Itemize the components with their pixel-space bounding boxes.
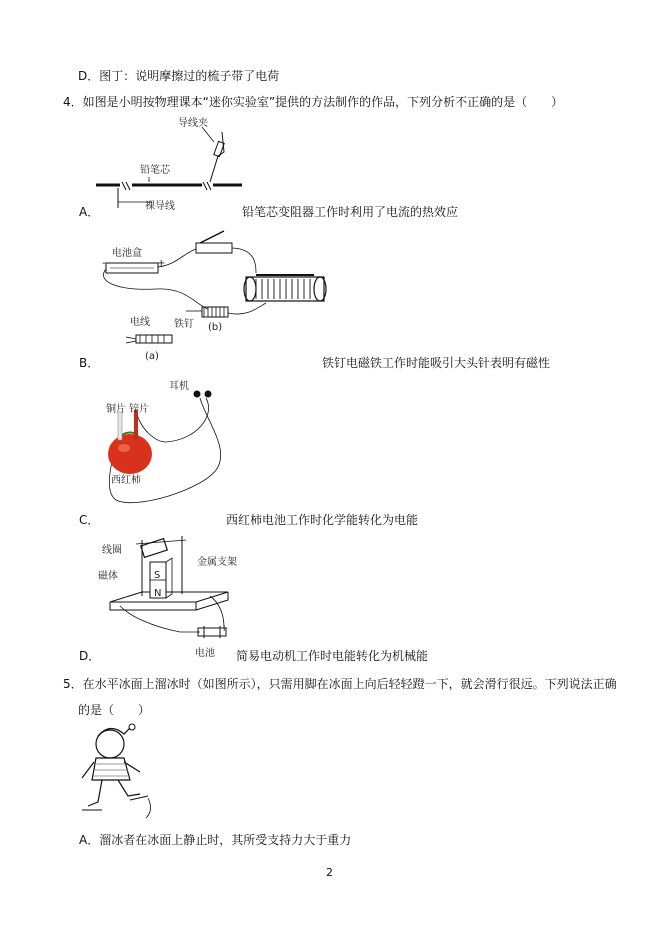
q4-option-c-letter: C． <box>79 513 100 527</box>
q5-stem-line2: 的是（ ） <box>78 703 151 717</box>
q4-option-d-letter: D． <box>79 649 101 663</box>
label-magnet-s: S <box>154 570 161 581</box>
label-metal-support: 金属支架 <box>197 557 237 568</box>
label-minus-b: - <box>102 258 106 269</box>
q4-option-b-text: 铁钉电磁铁工作时能吸引大头针表明有磁性 <box>322 356 551 370</box>
label-fig-b: (b) <box>208 322 223 333</box>
pencil-lead-rheostat-diagram <box>92 112 252 212</box>
q5-stem-line1: 5．在水平冰面上溜冰时（如图所示），只需用脚在冰面上向后轻轻蹬一下，就会滑行很远。下列说法正确 <box>63 677 617 691</box>
label-plus-d: + <box>220 623 229 634</box>
label-minus-d: - <box>203 623 207 634</box>
label-magnet-n: N <box>154 588 162 599</box>
label-earphone: 耳机 <box>169 381 189 392</box>
label-nail: 铁钉 <box>174 319 194 330</box>
label-bare-wire: 裸导线 <box>145 201 175 212</box>
q4-option-c-text: 西红柿电池工作时化学能转化为电能 <box>226 513 419 527</box>
page-number: 2 <box>326 866 333 879</box>
label-wire-clip: 导线夹 <box>178 118 208 129</box>
tomato-battery-diagram <box>96 380 256 520</box>
q4-option-b-letter: B． <box>79 356 100 370</box>
label-tomato: 西红柿 <box>111 475 141 486</box>
q4-option-d-text: 简易电动机工作时电能转化为机械能 <box>236 649 429 663</box>
label-battery: 电池 <box>195 648 215 659</box>
q3-option-d: D．图丁：说明摩擦过的梳子带了电荷 <box>78 69 280 83</box>
label-wire-b: 电线 <box>130 317 150 328</box>
label-coil: 线圈 <box>102 545 122 556</box>
label-magnet: 磁体 <box>98 571 118 582</box>
simple-motor-diagram <box>100 536 270 656</box>
label-battery-box: 电池盒 <box>112 248 142 259</box>
label-plus-b: + <box>157 258 166 269</box>
q5-option-a: A．溜冰者在冰面上静止时，其所受支持力大于重力 <box>79 833 352 847</box>
label-copper-zinc: 铜片 锌片 <box>106 404 150 415</box>
label-fig-a: (a) <box>145 351 159 362</box>
nail-electromagnet-diagram <box>96 225 336 355</box>
q4-option-a-text: 铅笔芯变阻器工作时利用了电流的热效应 <box>242 205 459 219</box>
skater-illustration <box>78 722 158 822</box>
q4-option-a-letter: A． <box>79 205 100 219</box>
label-pencil-lead: 铅笔芯 <box>140 165 170 176</box>
q4-stem: 4．如图是小明按物理课本“迷你实验室”提供的方法制作的作品，下列分析不正确的是（ ） <box>63 95 564 109</box>
